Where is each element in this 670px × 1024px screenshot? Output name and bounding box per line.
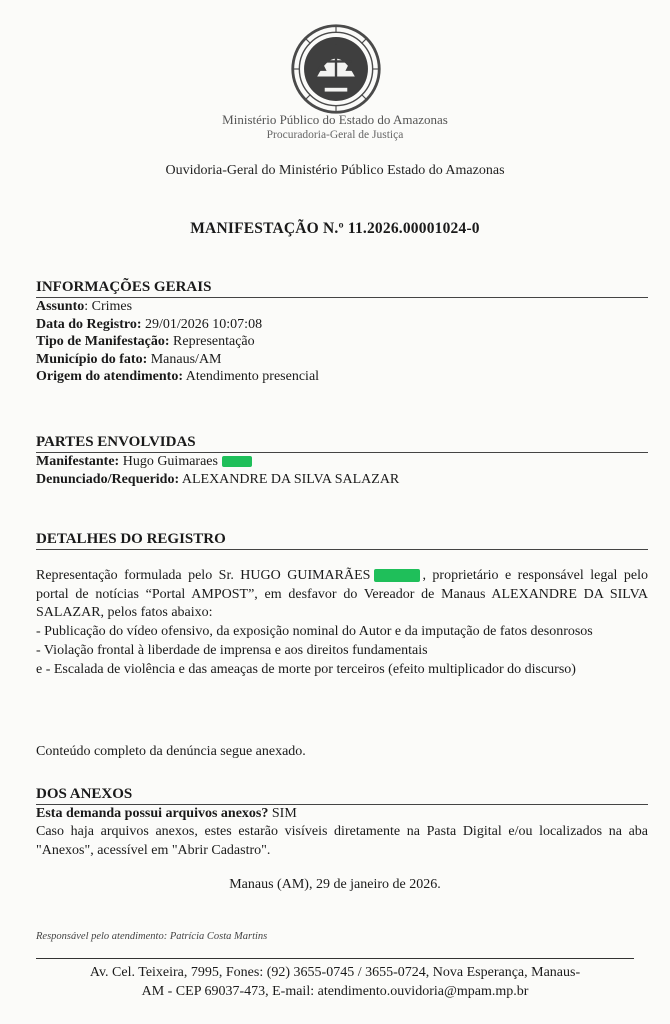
field-assunto [36, 298, 648, 316]
responsavel-line: Responsável pelo atendimento: Patrícia Costa Martins [36, 931, 268, 942]
section-dos-anexos [36, 785, 648, 823]
intro-text: Representação formulada pelo Sr. HUGO GUIMARÃES [36, 568, 371, 583]
section-heading: INFORMAÇÕES GERAIS [36, 278, 648, 298]
field-denunciado [36, 471, 648, 489]
field-value: Manaus/AM [147, 351, 222, 367]
document-title: MANIFESTAÇÃO N.º 11.2026.00001024-0 [190, 220, 480, 237]
field-tipo-manifestacao [36, 333, 648, 351]
detalhes-intro [36, 567, 648, 623]
section-detalhes-registro [36, 530, 648, 550]
field-label: Data do Registro: [36, 316, 142, 332]
field-value: Representação [169, 334, 255, 349]
detalhes-item: - Violação frontal à liberdade de imprensa e aos direitos fundamentais [36, 642, 428, 658]
field-municipio [36, 351, 648, 369]
field-label: Tipo de Manifestação: [36, 334, 170, 349]
date-line: Manaus (AM), 29 de janeiro de 2026. [229, 877, 441, 892]
detalhes-body [36, 567, 648, 679]
section-partes-envolvidas [36, 433, 648, 488]
field-value: Atendimento presencial [182, 369, 320, 384]
field-label: Assunto [36, 299, 85, 314]
footer-line: AM - CEP 69037-473, E-mail: atendimento.ouvidoria@mpam.mp.br [141, 984, 529, 999]
footer-line: Av. Cel. Teixeira, 7995, Fones: (92) 3655-0745 / 3655-0724, Nova Esperança, Manaus- [89, 965, 581, 980]
field-origem [36, 368, 648, 386]
field-data-registro [36, 316, 648, 334]
field-value: SIM [268, 806, 297, 821]
section-heading: DOS ANEXOS [36, 785, 648, 805]
field-value: Hugo Guimaraes [119, 454, 218, 469]
field-label: Município do fato: [36, 351, 148, 367]
field-value: ALEXANDRE DA SILVA SALAZAR [179, 471, 400, 487]
field-manifestante [36, 453, 648, 471]
detalhes-item: e - Escalada de violência e das ameaças de morte por terceiros (efeito multiplicador do discurso) [36, 661, 576, 677]
redaction-mark [222, 456, 252, 467]
anexos-note [36, 823, 648, 860]
field-label: Esta demanda possui arquivos anexos? [36, 806, 269, 821]
field-value: 29/01/2026 10:07:08 [141, 316, 263, 332]
field-anexos [36, 805, 648, 823]
redaction-mark [374, 569, 420, 582]
field-label: Manifestante: [36, 454, 120, 469]
field-label: Origem do atendimento: [36, 369, 183, 384]
anexos-note-text: Caso haja arquivos anexos, estes estarão visíveis diretamente na Pasta Digital e/ou localizados na aba "Anexos", acessível em "Abrir Cadastro". [36, 824, 648, 858]
section-informacoes-gerais [36, 278, 648, 386]
ouvidoria-line: Ouvidoria-Geral do Ministério Público Estado do Amazonas [165, 163, 505, 178]
detalhes-item: - Publicação do vídeo ofensivo, da exposição nominal do Autor e da imputação de fatos desonrosos [36, 624, 593, 640]
conteudo-text: Conteúdo completo da denúncia segue anexado. [36, 744, 306, 759]
org-subtitle: Procuradoria-Geral de Justiça [266, 129, 404, 141]
mpam-seal-icon [289, 22, 383, 116]
field-label: Denunciado/Requerido: [36, 471, 180, 487]
org-name: Ministério Público do Estado do Amazonas [222, 112, 448, 127]
detalhes-conteudo [36, 743, 648, 762]
intro-text-continued: , proprietário e responsável legal pelo portal de notícias “Portal AMPOST”, em desfavor do Vereador de Manaus ALEXANDRE DA SILVA SALAZAR, pelos fatos abaixo: [36, 568, 648, 621]
section-heading: DETALHES DO REGISTRO [36, 530, 648, 550]
footer-address [36, 963, 634, 1001]
footer-divider [36, 958, 634, 959]
field-value: : Crimes [84, 299, 133, 314]
section-heading: PARTES ENVOLVIDAS [36, 433, 648, 453]
